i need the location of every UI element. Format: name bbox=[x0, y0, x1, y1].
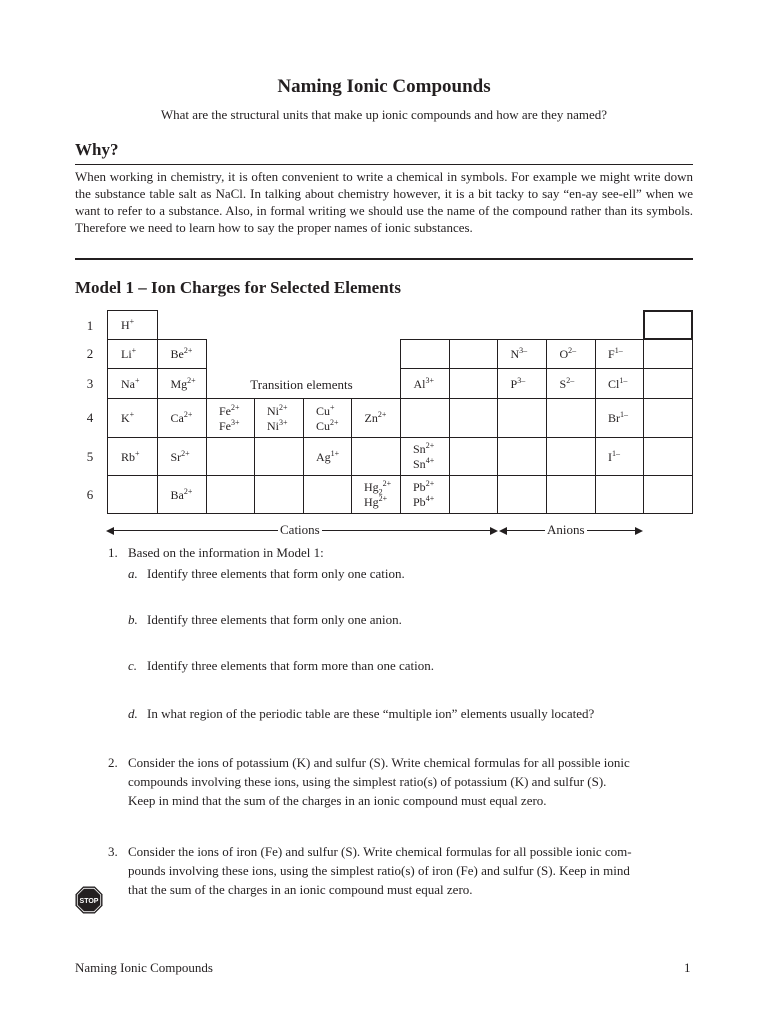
ion-charge: 1– bbox=[620, 410, 628, 419]
ion-sn2 bbox=[413, 442, 434, 457]
why-rule-top bbox=[75, 164, 693, 165]
table-cell bbox=[449, 368, 498, 399]
subquestion-letter: d. bbox=[128, 706, 138, 721]
anions-arrow-left-icon bbox=[499, 527, 507, 535]
ion-charge: 3– bbox=[519, 346, 528, 355]
subquestion-text: Identify three elements that form only one cation. bbox=[147, 566, 405, 581]
ion-charge: 2+ bbox=[181, 448, 190, 458]
table-cell bbox=[643, 475, 693, 514]
ion-zn bbox=[365, 411, 387, 426]
element-symbol: Li bbox=[121, 347, 132, 361]
ion-al bbox=[414, 377, 435, 392]
table-cell bbox=[643, 339, 693, 369]
subquestion-text: Identify three elements that form more than one cation. bbox=[147, 658, 434, 673]
row-number: 4 bbox=[86, 410, 94, 425]
ion-charge: + bbox=[135, 375, 140, 385]
row-number: 5 bbox=[86, 449, 94, 464]
table-cell bbox=[351, 398, 401, 438]
element-symbol: H bbox=[121, 318, 130, 332]
element-symbol: Sr bbox=[170, 449, 182, 464]
why-rule-bottom bbox=[75, 258, 693, 260]
question-text: Based on the information in Model 1: bbox=[128, 545, 324, 560]
element-symbol: Be bbox=[170, 347, 184, 361]
element-symbol: Ba bbox=[170, 487, 184, 502]
question-number: 2. bbox=[108, 755, 118, 770]
ion-charge: 2+ bbox=[183, 486, 193, 496]
ion-ba bbox=[171, 488, 193, 503]
element-symbol: N bbox=[510, 347, 520, 361]
ion-charge: 3– bbox=[517, 375, 526, 385]
element-symbol: F bbox=[608, 347, 615, 361]
ion-charge: 2+ bbox=[231, 402, 240, 412]
table-cell bbox=[351, 475, 401, 514]
element-symbol: Hg bbox=[364, 495, 379, 509]
stop-label: STOP bbox=[79, 897, 99, 905]
element-symbol: Pb bbox=[413, 480, 426, 494]
element-symbol: S bbox=[559, 376, 567, 391]
element-symbol: Cu bbox=[316, 403, 331, 418]
table-cell bbox=[595, 398, 644, 438]
table-cell bbox=[157, 368, 207, 399]
table-cell bbox=[546, 368, 596, 399]
table-cell bbox=[303, 475, 352, 514]
table-cell bbox=[595, 475, 644, 514]
ion-charge: 3+ bbox=[231, 417, 240, 427]
ion-charge: 1+ bbox=[330, 448, 340, 458]
element-symbol: K bbox=[121, 411, 130, 425]
table-cell bbox=[643, 310, 693, 340]
element-symbol: Ag bbox=[316, 449, 331, 464]
ion-charge: 2+ bbox=[378, 494, 388, 503]
ion-li bbox=[121, 347, 136, 362]
element-symbol: Ni bbox=[267, 403, 279, 418]
ion-f bbox=[608, 347, 623, 362]
row-number: 6 bbox=[86, 487, 94, 502]
element-symbol: Pb bbox=[413, 495, 426, 509]
page-subtitle: What are the structural units that make up ionic compounds and how are they named? bbox=[160, 107, 608, 122]
table-cell bbox=[400, 339, 450, 369]
element-symbol: Fe bbox=[219, 418, 231, 433]
table-cell bbox=[497, 437, 547, 476]
ion-fe2 bbox=[219, 404, 240, 419]
ion-sn4 bbox=[413, 457, 434, 472]
ion-br bbox=[608, 411, 628, 426]
table-cell bbox=[595, 339, 644, 369]
element-symbol: Na bbox=[121, 376, 135, 391]
subquestion-letter: b. bbox=[128, 612, 138, 627]
table-cell bbox=[206, 437, 255, 476]
ion-charge: 2+ bbox=[382, 479, 392, 488]
ion-cu2 bbox=[316, 419, 339, 434]
ion-charge: + bbox=[129, 410, 135, 419]
ion-ca bbox=[171, 411, 193, 426]
element-symbol: Ca bbox=[170, 411, 184, 425]
table-cell bbox=[107, 339, 158, 369]
ion-charge: + bbox=[330, 402, 335, 412]
cations-arrow-right-icon bbox=[490, 527, 498, 535]
question-text-line: Consider the ions of potassium (K) and sulfur (S). Write chemical formulas for all possible ionic bbox=[128, 755, 630, 770]
table-cell bbox=[400, 437, 450, 476]
ion-h bbox=[121, 318, 134, 333]
question-text-line: Consider the ions of iron (Fe) and sulfur (S). Write chemical formulas for all possible ionic com- bbox=[128, 844, 632, 859]
element-symbol: Sn bbox=[413, 457, 426, 471]
table-cell bbox=[254, 398, 304, 438]
ion-be bbox=[171, 347, 193, 362]
ion-charge: + bbox=[135, 448, 140, 458]
model-heading: Model 1 – Ion Charges for Selected Elements bbox=[75, 278, 401, 297]
question-3 bbox=[108, 842, 708, 902]
ion-charge: 2– bbox=[568, 346, 577, 355]
ion-na bbox=[121, 377, 140, 392]
table-cell bbox=[546, 398, 596, 438]
ion-charge: 1– bbox=[619, 375, 628, 385]
ion-sr bbox=[171, 450, 190, 465]
table-cell bbox=[254, 437, 304, 476]
ion-charge: 2+ bbox=[183, 346, 193, 355]
element-symbol: Cu bbox=[316, 418, 331, 433]
table-cell bbox=[157, 339, 207, 369]
cations-arrow-left-icon bbox=[106, 527, 114, 535]
row-number: 1 bbox=[86, 318, 94, 333]
table-cell bbox=[400, 368, 450, 399]
ion-mg bbox=[171, 377, 196, 392]
ion-ag bbox=[316, 450, 339, 465]
subquestion-letter: c. bbox=[128, 658, 138, 673]
table-cell bbox=[643, 398, 693, 438]
question-number: 3. bbox=[108, 844, 118, 859]
table-cell bbox=[449, 437, 498, 476]
ion-pb4 bbox=[413, 495, 434, 510]
subquestion-letter: a. bbox=[128, 566, 138, 581]
element-symbol: Br bbox=[608, 411, 620, 425]
subscript: 2 bbox=[378, 487, 383, 497]
table-cell bbox=[449, 339, 498, 369]
ion-cu1 bbox=[316, 404, 335, 419]
table-cell bbox=[546, 437, 596, 476]
element-symbol: Al bbox=[413, 376, 426, 391]
table-cell bbox=[157, 475, 207, 514]
element-symbol: Mg bbox=[170, 376, 188, 391]
ion-charge: 2+ bbox=[187, 375, 196, 385]
ion-charge: 3+ bbox=[279, 417, 288, 427]
ion-charge: + bbox=[129, 317, 135, 326]
table-cell bbox=[546, 339, 596, 369]
ion-charge: 2+ bbox=[279, 402, 288, 412]
ion-charge: + bbox=[131, 346, 137, 355]
table-cell bbox=[107, 398, 158, 438]
subquestion-text: In what region of the periodic table are these “multiple ion” elements usually located? bbox=[147, 706, 595, 721]
ion-charge: 3+ bbox=[425, 375, 435, 385]
ion-charge: 1– bbox=[612, 448, 620, 458]
ion-charge: 2+ bbox=[377, 410, 387, 419]
ion-rb bbox=[121, 450, 140, 465]
anions-label: Anions bbox=[547, 522, 585, 537]
table-cell bbox=[157, 398, 207, 438]
ion-pb2 bbox=[413, 480, 434, 495]
question-text-line: pounds involving these ions, using the simplest ratio(s) of iron (Fe) and sulfur (S). Keep in mind bbox=[128, 863, 630, 878]
table-cell bbox=[157, 437, 207, 476]
element-symbol: Fe bbox=[219, 403, 231, 418]
table-cell bbox=[449, 398, 498, 438]
ion-ni2 bbox=[267, 404, 288, 419]
ion-charge: 2+ bbox=[425, 441, 435, 450]
table-cell bbox=[546, 475, 596, 514]
row-number: 2 bbox=[86, 346, 94, 361]
table-cell bbox=[643, 368, 693, 399]
page-title: Naming Ionic Compounds bbox=[277, 76, 491, 97]
element-symbol: Hg bbox=[364, 480, 379, 494]
ion-hg22 bbox=[364, 480, 391, 495]
ion-charge: 4+ bbox=[425, 494, 435, 503]
table-cell bbox=[206, 475, 255, 514]
ion-charge: 1– bbox=[614, 346, 623, 355]
table-cell bbox=[351, 437, 401, 476]
element-symbol: I bbox=[608, 449, 612, 464]
element-symbol: Ni bbox=[267, 418, 279, 433]
anions-arrow-right-icon bbox=[635, 527, 643, 535]
ion-charge: 2+ bbox=[183, 410, 193, 419]
element-symbol: Zn bbox=[364, 411, 378, 425]
row-number: 3 bbox=[86, 376, 94, 391]
table-cell bbox=[497, 475, 547, 514]
ion-charge: 2+ bbox=[330, 417, 339, 427]
page-number: 1 bbox=[684, 960, 691, 975]
ion-k bbox=[121, 411, 134, 426]
table-cell bbox=[497, 368, 547, 399]
ion-fe3 bbox=[219, 419, 240, 434]
ion-charge: 4+ bbox=[425, 456, 435, 465]
transition-elements-label: Transition elements bbox=[250, 377, 353, 392]
table-cell bbox=[107, 310, 158, 340]
ion-i bbox=[608, 450, 620, 465]
ion-cl bbox=[608, 377, 627, 392]
question-2 bbox=[108, 753, 708, 813]
subquestion-text: Identify three elements that form only one anion. bbox=[147, 612, 402, 627]
ion-p bbox=[511, 377, 526, 392]
table-cell bbox=[595, 368, 644, 399]
table-cell bbox=[107, 437, 158, 476]
table-cell bbox=[497, 398, 547, 438]
stop-sign-icon bbox=[75, 886, 103, 914]
table-cell bbox=[303, 437, 352, 476]
ion-charge: 2+ bbox=[425, 479, 435, 488]
table-cell bbox=[206, 398, 255, 438]
why-text: When working in chemistry, it is often convenient to write a chemical in symbols. For example we might write down the substance table salt as NaCl. In talking about chemistry however, it is a bit tacky to say “en-ay see-ell” when we want to refer to a substance. Also, in formal writing we should use the name of the compound rather than its symbols. Therefore we need to learn how to say the proper names of ionic substances. bbox=[75, 169, 693, 235]
cations-label: Cations bbox=[280, 522, 320, 537]
question-number: 1. bbox=[108, 545, 118, 560]
table-cell bbox=[107, 475, 158, 514]
table-cell bbox=[254, 475, 304, 514]
table-cell bbox=[107, 368, 158, 399]
table-cell bbox=[449, 475, 498, 514]
why-heading: Why? bbox=[75, 140, 119, 159]
element-symbol: Cl bbox=[608, 376, 620, 391]
ion-o bbox=[560, 347, 577, 362]
table-cell bbox=[400, 398, 450, 438]
element-symbol: O bbox=[559, 347, 569, 361]
table-cell bbox=[595, 437, 644, 476]
footer-title: Naming Ionic Compounds bbox=[75, 960, 213, 975]
question-text-line: that the sum of the charges in an ionic compound must equal zero. bbox=[128, 882, 473, 897]
ion-s bbox=[560, 377, 575, 392]
table-cell bbox=[643, 437, 693, 476]
table-cell bbox=[400, 475, 450, 514]
element-symbol: Rb bbox=[121, 449, 136, 464]
ion-charge: 2– bbox=[566, 375, 575, 385]
element-symbol: P bbox=[510, 376, 518, 391]
table-cell bbox=[303, 398, 352, 438]
table-cell bbox=[497, 339, 547, 369]
ion-hg2 bbox=[364, 495, 387, 510]
ion-ni3 bbox=[267, 419, 288, 434]
question-text-line: compounds involving these ions, using the simplest ratio(s) of potassium (K) and sulfur (S). bbox=[128, 774, 607, 789]
ion-n bbox=[511, 347, 528, 362]
element-symbol: Sn bbox=[413, 442, 426, 456]
question-text-line: Keep in mind that the sum of the charges in an ionic compound must equal zero. bbox=[128, 793, 547, 808]
